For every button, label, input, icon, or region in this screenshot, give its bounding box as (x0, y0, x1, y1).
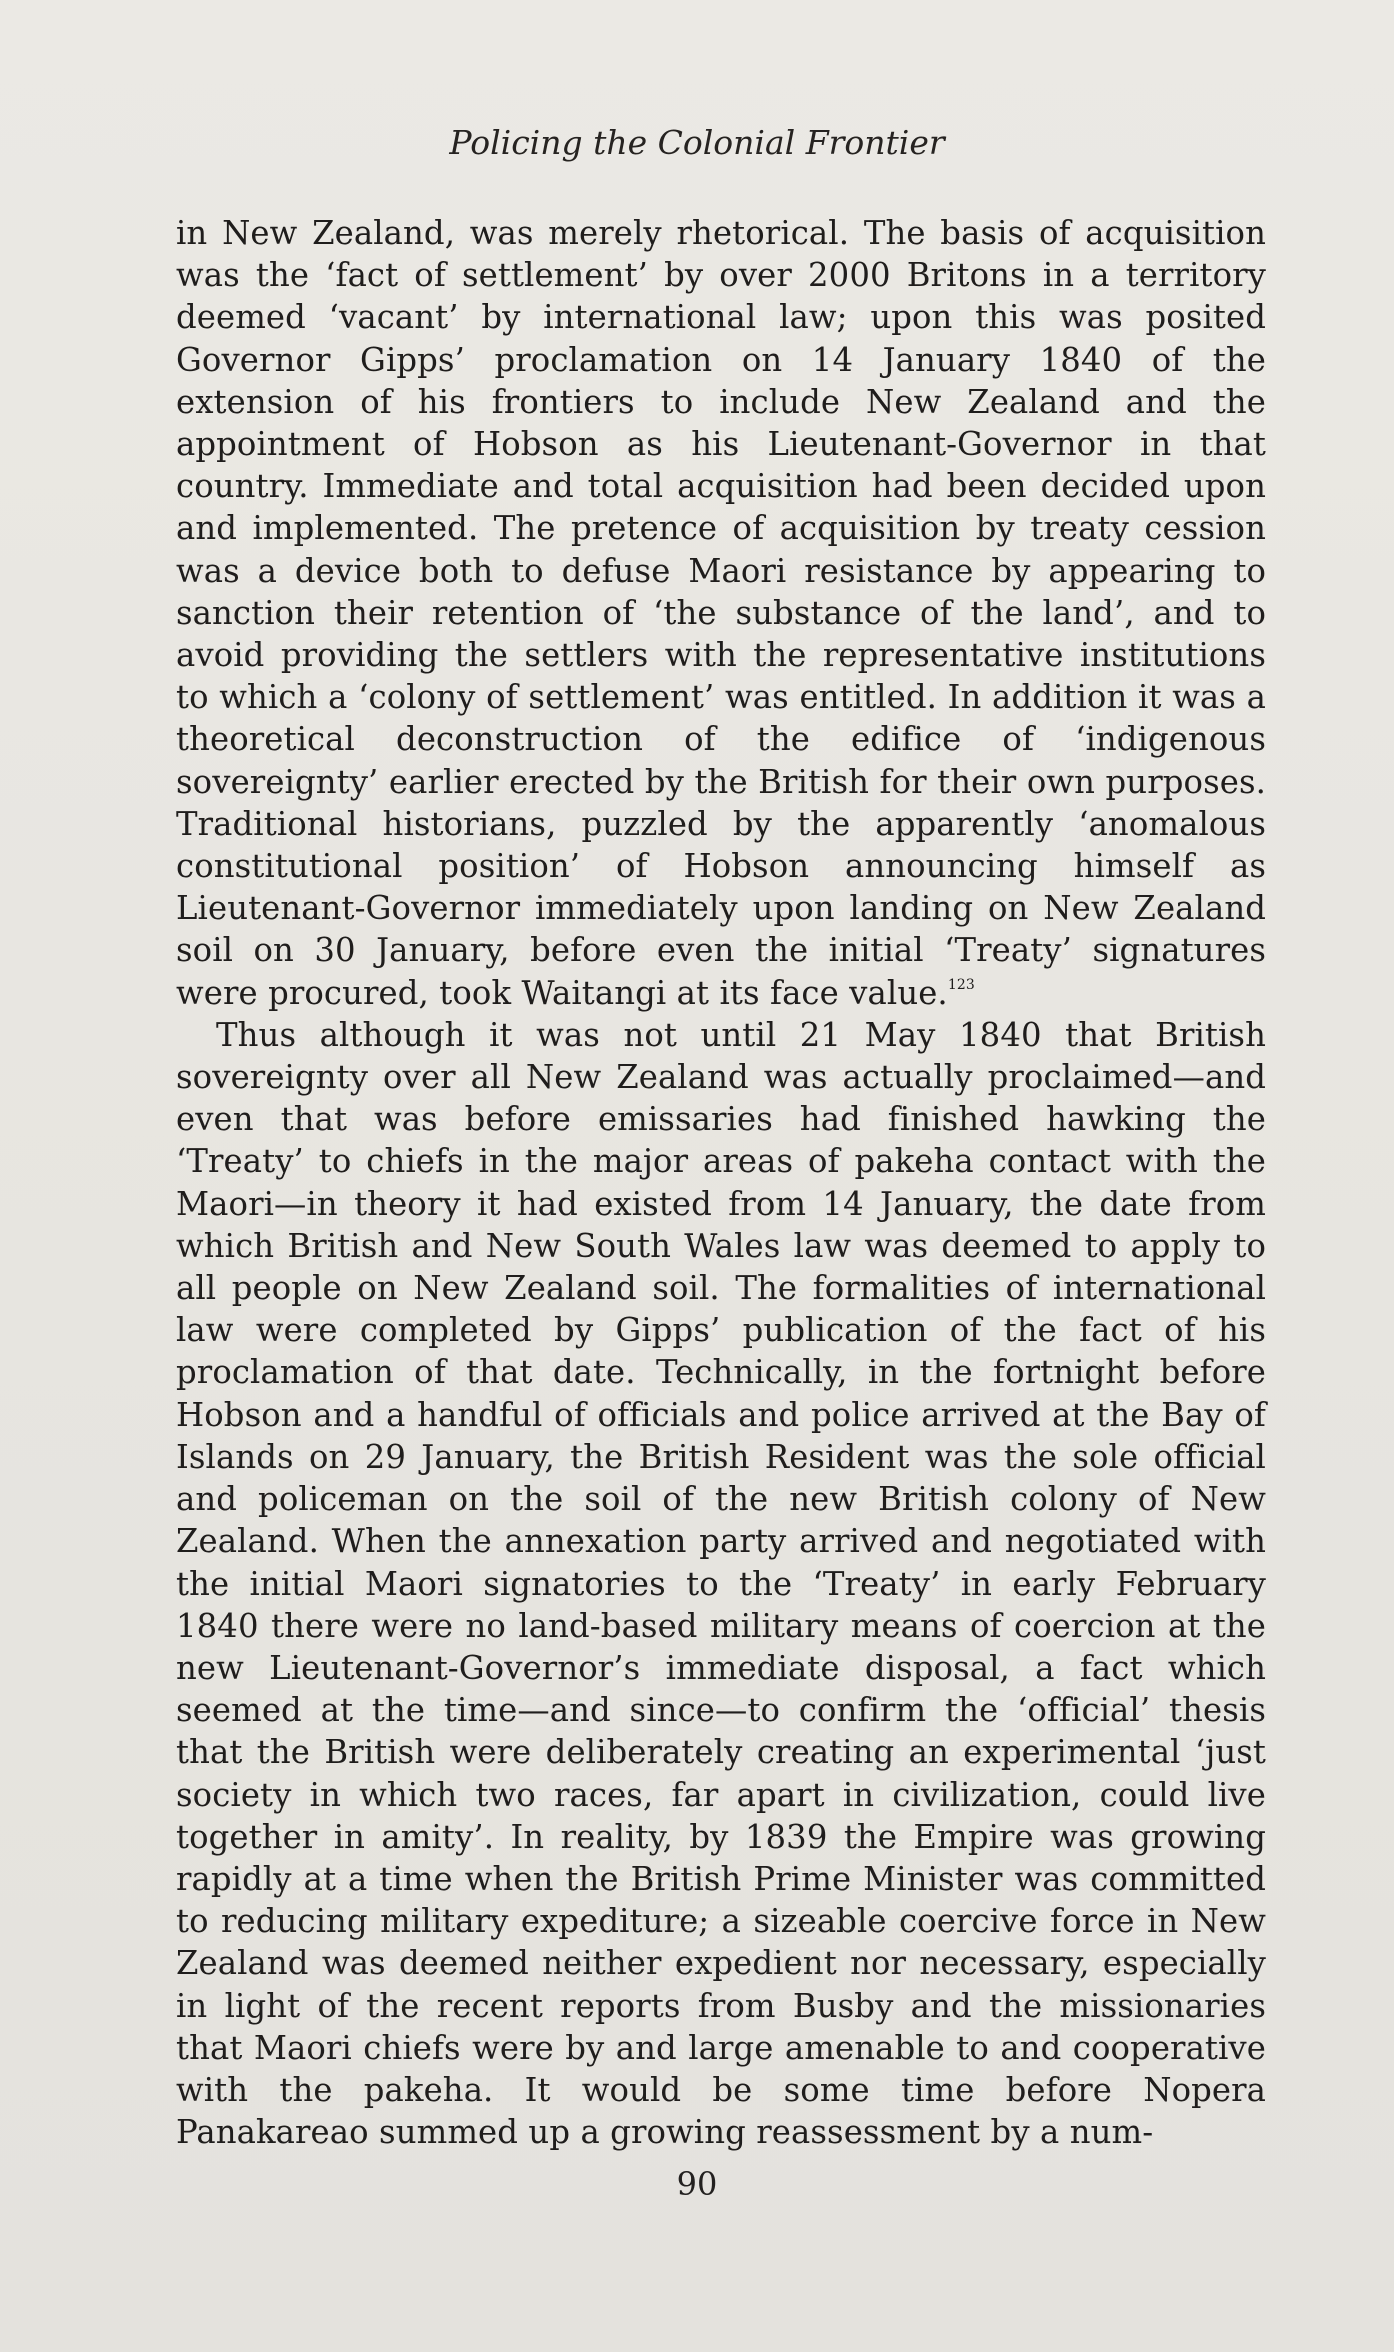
paragraph-1-text: in New Zealand, was merely rhetorical. The basis of acquisition was the ‘fact of settlement’ by over 2000 Britons in a territory deemed ‘vacant’ by international law; upon this was posited Governor Gipps’ proclamation on 14 January 1840 of the extension of his frontiers to include New Zealand and the appointment of Hobson as his Lieutenant-Governor in that country. Immediate and total acquisition had been decided upon and implemented. The pretence of acquisition by treaty cession was a device both to defuse Maori resistance by appearing to sanction their retention of ‘the substance of the land’, and to avoid providing the settlers with the representative institutions to which a ‘colony of settlement’ was entitled. In addition it was a theoretical deconstruction of the edifice of ‘indigenous sovereignty’ earlier erected by the British for their own purposes. Traditional historians, puzzled by the apparently ‘anomalous constitutional position’ of Hobson announcing himself as Lieutenant-Governor immediately upon landing on New Zealand soil on 30 January, before even the initial ‘Treaty’ signatures were procured, took Waitangi at its face value. (176, 214, 1266, 1012)
footnote-reference: 123 (947, 976, 975, 993)
paragraph-2 (176, 1014, 1266, 2153)
running-head: Policing the Colonial Frontier (449, 123, 945, 162)
paragraph-2-text: Thus although it was not until 21 May 1840 that British sovereignty over all New Zealand was actually proclaimed—and even that was before emissaries had finished hawking the ‘Treaty’ to chiefs in the major areas of pakeha contact with the Maori—in theory it had existed from 14 January, the date from which British and New South Wales law was deemed to apply to all people on New Zealand soil. The formalities of international law were completed by Gipps’ publication of the fact of his proclamation of that date. Technically, in the fortnight before Hobson and a handful of officials and police arrived at the Bay of Islands on 29 January, the British Resident was the sole official and policeman on the soil of the new British colony of New Zealand. When the annexation party arrived and negotiated with the initial Maori signatories to the ‘Treaty’ in early February 1840 there were no land-based military means of coercion at the new Lieutenant-Governor’s immediate disposal, a fact which seemed at the time—and since—to confirm the ‘official’ thesis that the British were deliberately creating an experimental ‘just society in which two races, far apart in civilization, could live together in amity’. In reality, by 1839 the Empire was growing rapidly at a time when the British Prime Minister was committed to reducing military expediture; a sizeable coercive force in New Zealand was deemed neither expedient nor necessary, especially in light of the recent reports from Busby and the missionaries that Maori chiefs were by and large amenable to and cooperative with the pakeha. It would be some time before Nopera Panakareao summed up a growing reassessment by a num- (176, 1015, 1266, 2152)
page-number: 90 (676, 2165, 718, 2203)
paragraph-1 (176, 212, 1266, 1014)
body-text (176, 212, 1266, 2153)
